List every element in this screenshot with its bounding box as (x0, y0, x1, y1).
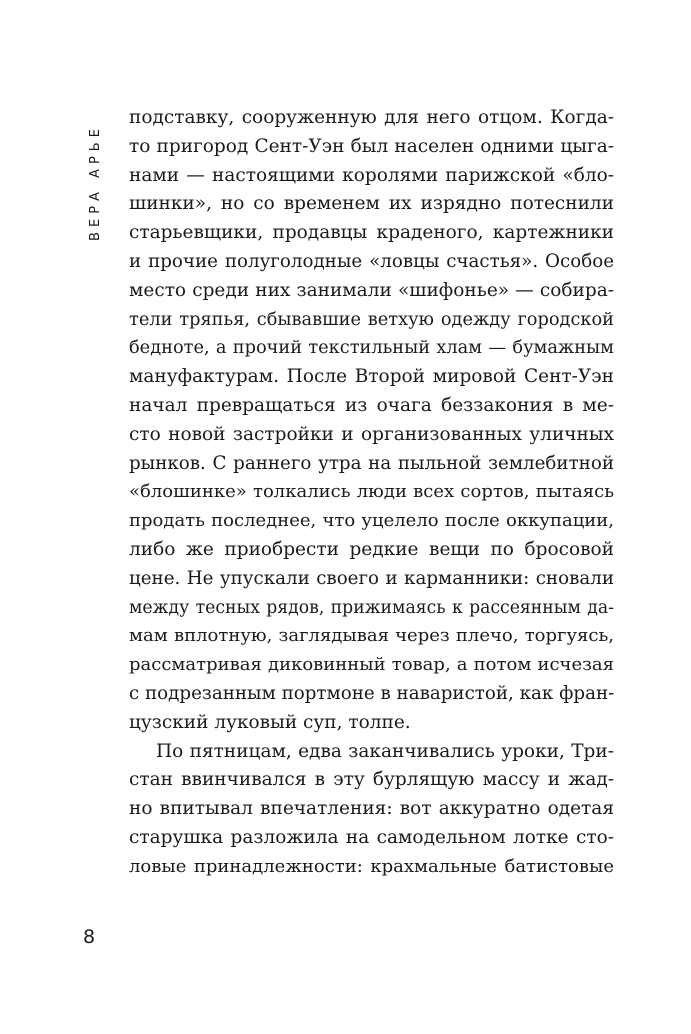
text-line: место среди них занимали «шифонье» — собира- (129, 279, 614, 301)
running-head (80, 112, 110, 252)
text-line: мам вплотную, заглядывая через плечо, торгуясь, (129, 625, 614, 647)
text-line: бедноте, а прочий текстильный хлам — бумажным (129, 338, 614, 359)
text-line: между тесных рядов, прижимаясь к рассеянным да- (129, 597, 614, 618)
text-line: но впитывал впечатления: вот аккуратно одетая (129, 798, 614, 820)
text-line: рассматривая диковинный товар, а потом исчезая (129, 654, 614, 676)
text-line: цене. Не упускали своего и карманники: сновали (129, 567, 614, 589)
text-line: подставку, сооруженную для него отцом. Когда- (129, 107, 614, 128)
running-head-text: ВЕРА АРЬЕ (87, 123, 103, 241)
text-line: «блошинке» толкались люди всех сортов, пытаясь (129, 481, 614, 503)
text-line: либо же приобрести редкие вещи по бросовой (129, 538, 614, 560)
text-line: начал превращаться из очага беззакония в ме- (129, 394, 614, 416)
text-line: рынков. С раннего утра на пыльной землебитной (129, 452, 614, 474)
text-line: и прочие полуголодные «ловцы счастья». Особое (129, 250, 614, 272)
text-line: с подрезанным портмоне в наваристой, как фран- (129, 682, 615, 704)
text-line: стан ввинчивался в эту бурлящую массу и жад- (129, 769, 614, 791)
text-line: тели тряпья, сбывавшие ветхую одежду городской (129, 309, 614, 330)
paragraph (129, 104, 614, 738)
text-line: мануфактурам. После Второй мировой Сент-Уэн (129, 366, 614, 388)
text-line: сто новой застройки и организованных уличных (129, 423, 614, 445)
text-line: По пятницам, едва заканчивались уроки, Три- (156, 740, 614, 762)
text-line: старьевщики, продавцы краденого, картежники (129, 222, 614, 244)
text-line: нами — настоящими королями парижской «бло- (129, 164, 614, 186)
text-line: то пригород Сент-Уэн был населен одними цыга- (129, 135, 614, 157)
text-line: ловые принадлежности: крахмальные батистовые (129, 855, 614, 877)
text-line: шинки», но со временем их изрядно потеснили (129, 193, 614, 215)
body-text (129, 104, 614, 882)
page-number: 8 (83, 926, 96, 948)
paragraph (129, 738, 614, 882)
text-line: цузский луковый суп, толпе. (129, 711, 411, 733)
text-line: старушка разложила на самодельном лотке сто- (129, 826, 614, 848)
text-line: продать последнее, что уцелело после оккупации, (129, 510, 614, 532)
